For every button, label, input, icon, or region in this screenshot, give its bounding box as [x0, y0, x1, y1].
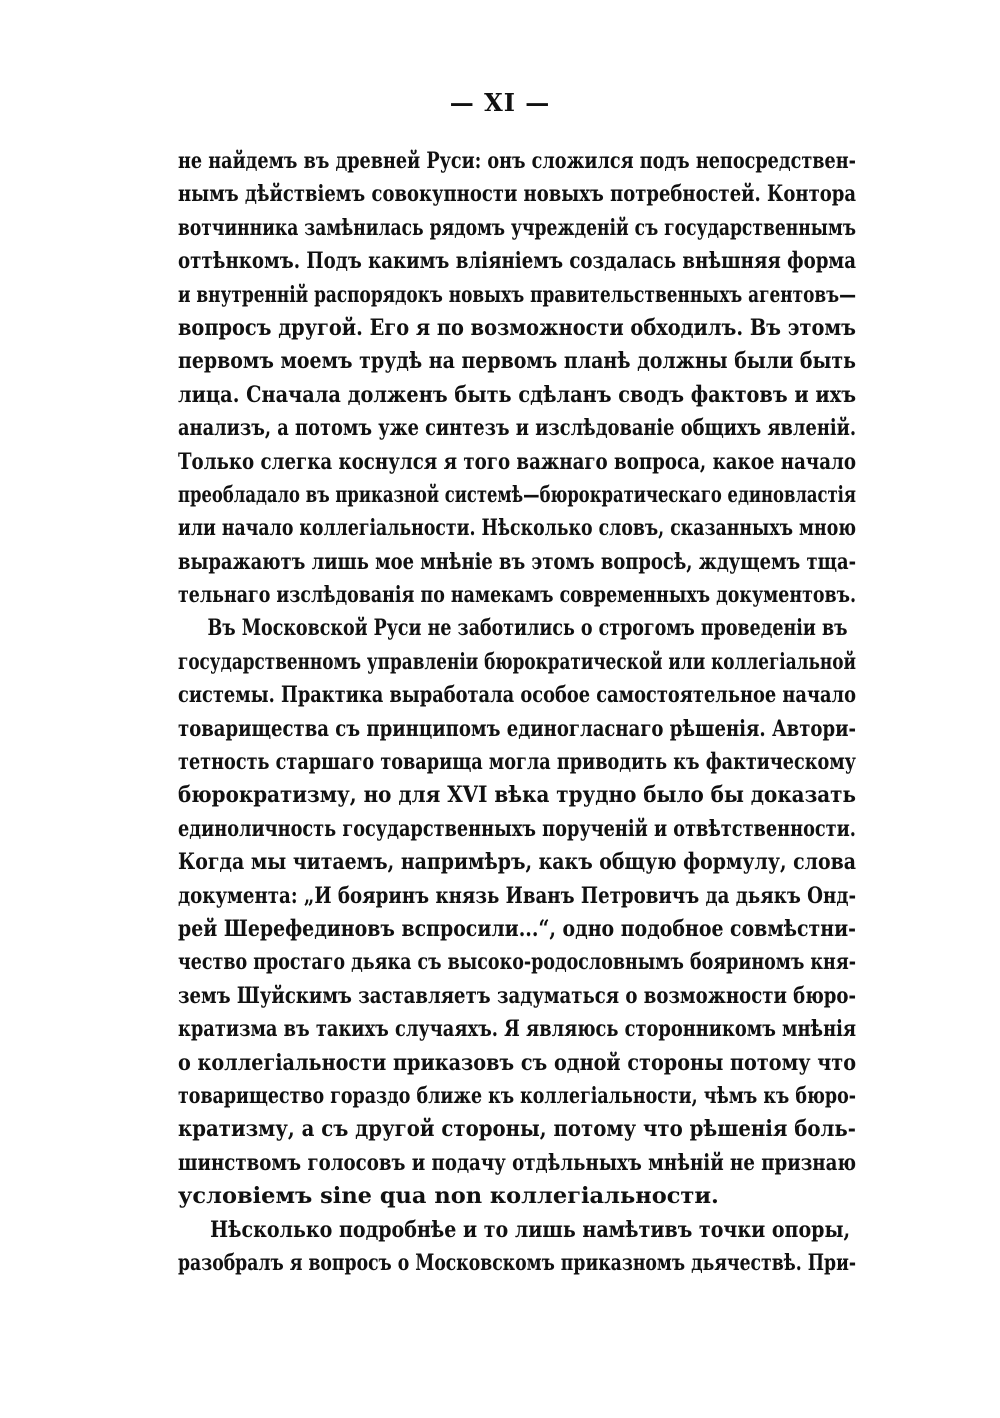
page-number: — XI — — [449, 88, 551, 117]
text-line: рей Шерефединовъ вспросили...“, одно подобное совмѣстни- — [178, 915, 856, 942]
text-line: условіемъ sine qua non коллегіальности. — [178, 1183, 719, 1210]
text-line: тельнаго изслѣдованія по намекамъ современныхъ документовъ. — [178, 582, 857, 609]
text-line: товарищество гораздо ближе къ коллегіальности, чѣмъ къ бюро- — [178, 1082, 856, 1109]
text-line: документа: „И бояринъ князь Иванъ Петровичъ да дьякъ Онд- — [178, 882, 857, 909]
text-line: чество простаго дьяка съ высоко-родословнымъ бояриномъ кня- — [178, 949, 856, 976]
text-line: Въ Московской Руси не заботились о строгомъ проведеніи въ — [207, 615, 848, 642]
text-line: выражаютъ лишь мое мнѣніе въ этомъ вопросѣ, ждущемъ тща- — [178, 548, 857, 575]
text-line: или начало коллегіальности. Нѣсколько словъ, сказанныхъ мною — [178, 515, 856, 542]
text-line: анализъ, а потомъ уже синтезъ и изслѣдованіе общихъ явленій. — [178, 415, 857, 442]
paragraph-3 — [178, 1214, 856, 1281]
text-line: и внутренній распорядокъ новыхъ правительственныхъ агентовъ— — [178, 281, 857, 308]
paragraph-1 — [178, 145, 856, 612]
text-line: не найдемъ въ древней Руси: онъ сложился подъ непосредствен- — [178, 148, 856, 174]
text-line: Когда мы читаемъ, напримѣръ, какъ общую формулу, слова — [178, 849, 856, 876]
text-line: кратизма въ такихъ случаяхъ. Я являюсь сторонникомъ мнѣнія — [178, 1016, 857, 1043]
text-line: лица. Сначала долженъ быть сдѣланъ сводъ фактовъ и ихъ — [178, 381, 857, 408]
text-line: Нѣсколько подробнѣе и то лишь намѣтивъ точки опоры, — [210, 1216, 851, 1243]
text-line: нымъ дѣйствіемъ совокупности новыхъ потребностей. Контора — [178, 181, 856, 208]
text-line: кратизму, а съ другой стороны, потому что рѣшенія боль- — [178, 1116, 856, 1143]
text-line: государственномъ управленіи бюрократической или коллегіальной — [178, 648, 856, 675]
paragraph-2 — [178, 612, 856, 1213]
text-line: единоличность государственныхъ порученій и отвѣтственности. — [178, 815, 856, 842]
text-line: оттѣнкомъ. Подъ какимъ вліяніемъ создалась внѣшняя форма — [178, 248, 856, 275]
text-line: земъ Шуйскимъ заставляетъ задуматься о возможности бюро- — [178, 982, 856, 1009]
text-line: разобралъ я вопросъ о Московскомъ приказномъ дьячествѣ. При- — [178, 1249, 857, 1276]
text-line: шинствомъ голосовъ и подачу отдѣльныхъ мнѣній не признаю — [178, 1149, 857, 1176]
text-line: системы. Практика выработала особое самостоятельное начало — [178, 682, 856, 709]
text-line: вопросъ другой. Его я по возможности обходилъ. Въ этомъ — [178, 314, 857, 341]
body-text — [178, 145, 856, 1280]
text-line: преобладало въ приказной системѣ—бюрократическаго единовластія — [178, 481, 857, 508]
text-line: товарищества съ принципомъ единогласнаго рѣшенія. Автори- — [178, 715, 856, 742]
text-line: вотчинника замѣнилась рядомъ учрежденій съ государственнымъ — [178, 214, 856, 241]
text-line: о коллегіальности приказовъ съ одной стороны потому что — [178, 1049, 857, 1076]
text-line: бюрократизму, но для XVI вѣка трудно было бы доказать — [178, 782, 856, 809]
text-line: Только слегка коснулся я того важнаго вопроса, какое начало — [178, 448, 857, 475]
text-line: тетность старшаго товарища могла приводить къ фактическому — [178, 749, 856, 776]
text-line: первомъ моемъ трудѣ на первомъ планѣ должны были быть — [178, 348, 857, 375]
